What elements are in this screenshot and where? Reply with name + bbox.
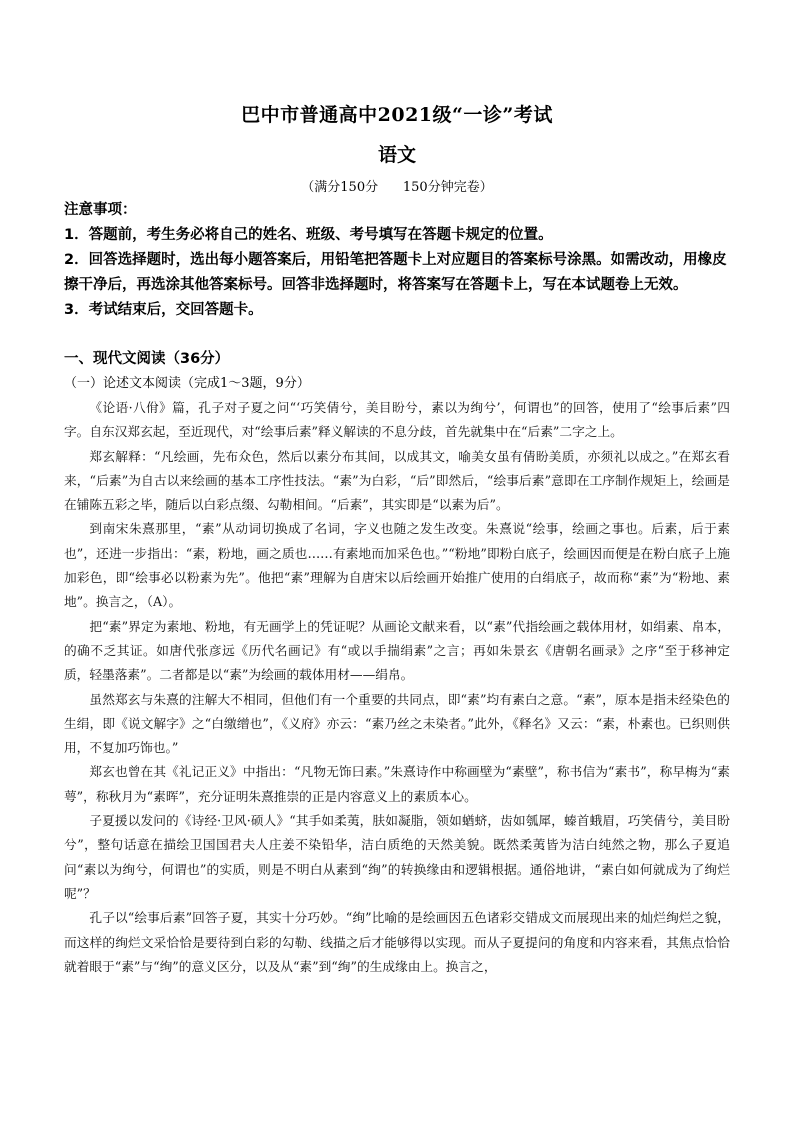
passage-paragraph: 子夏援以发问的《诗经·卫风·硕人》“其手如柔荑，肤如凝脂，领如蝤蛴，齿如瓠犀，螓首蛾眉，巧笑倩兮，美目盼兮”，整句话意在描绘卫国国君夫人庄姜不染铅华，洁白质绝的天然美貌。既然柔荑皆为洁白纯然之物，那么子夏追问“素以为绚兮，何谓也”的实质，则是不明白从素到“绚”的转换缘由和逻辑根据。通俗地讲，“素白如何就成为了绚烂呢”？ (64, 813, 730, 901)
passage-paragraph: 到南宋朱熹那里，“素”从动词切换成了名词，字义也随之发生改变。朱熹说“绘事，绘画之事也。后素，后于素也”，还进一步指出：“素，粉地，画之质也……有素地而加采色也。”“粉地”即粉白底子，绘画因而便是在粉白底子上施加彩色，即“绘事必以粉素为先”。他把“素”理解为自唐宋以后绘画开始推广使用的白绢底子，故而称“素”为“粉地、素地”。换言之，（A）。 (64, 521, 730, 610)
notice-item-2: 2．回答选择题时，选出每小题答案后，用铅笔把答题卡上对应题目的答案标号涂黑。如需改动，用橡皮擦干净后，再选涂其他答案标号。回答非选择题时，将答案写在答题卡上，写在本试题卷上无效。 (64, 252, 727, 293)
passage-paragraph: 把“素”界定为素地、粉地，有无画学上的凭证呢？从画论文献来看，以“素”代指绘画之载体用材，如绢素、帛本，的确不乏其证。如唐代张彦远《历代名画记》有“或以手揣绢素”之言；再如朱景玄《唐朝名画录》之序“至于移神定质，轻墨落素”。二者都是以“素”为绘画的载体用材——绢帛。 (64, 618, 730, 683)
passage-paragraph: 郑玄也曾在其《礼记正义》中指出：“凡物无饰曰素。”朱熹诗作中称画壁为“素壁”，称书信为“素书”，称早梅为“素萼”，称秋月为“素晖”，充分证明朱熹推崇的正是内容意义上的素质本心。 (64, 764, 730, 804)
exam-title: 巴中市普通高中2021级“一诊”考试 (241, 104, 553, 126)
notice-heading: 注意事项： (64, 202, 137, 218)
reading-passage (64, 396, 730, 979)
subsection-heading: （一）论述文本阅读（完成1～3题，9分） (64, 376, 310, 391)
passage-paragraph: 虽然郑玄与朱熹的注解大不相同，但他们有一个重要的共同点，即“素”均有素白之意。“素”，原本是指未经染色的生绢，即《说文解字》之“白缴缯也”，《义府》亦云：“素乃丝之未染者。”此外，《释名》又云：“素，朴素也。已织则供用，不复加巧饰也。” (64, 691, 730, 756)
notice-item-3: 3．考试结束后，交回答题卡。 (64, 302, 263, 318)
section-heading: 一、现代文阅读（36分） (64, 351, 230, 367)
passage-paragraph: 郑玄解释：“凡绘画，先布众色，然后以素分布其间，以成其文，喻美女虽有倩盼美质，亦须礼以成之。”在郑玄看来，“后素”为自古以来绘画的基本工序性技法。“素”为白彩，“后”即然后，“绘事后素”意即在工序制作规矩上，绘画是在铺陈五彩之毕，随后以白彩点缀、勾勒相间。“后素”，其实即是“以素为后”。 (64, 448, 730, 513)
notice-block (64, 198, 734, 323)
notice-item-1: 1．答题前，考生务必将自己的姓名、班级、考号填写在答题卡规定的位置。 (64, 227, 553, 243)
passage-paragraph: 孔子以“绘事后素”回答子夏，其实十分巧妙。“绚”比喻的是绘画因五色诸彩交错成文而展现出来的灿烂绚烂之貌，而这样的绚烂文采恰恰是要待到白彩的勾勒、线描之后才能够得以实现。而从子夏提问的角度和内容来看，其焦点恰恰就着眼于“素”与“绚”的意义区分，以及从“素”到“绚”的生成缘由上。换言之， (64, 910, 730, 974)
exam-meta: （满分150分 150分钟完卷） (301, 180, 493, 195)
passage-paragraph: 《论语·八佾》篇，孔子对子夏之问“‘巧笑倩兮，美目盼兮，素以为绚兮’，何谓也”的回答，使用了“绘事后素”四字。自东汉郑玄起，至近现代，对“绘事后素”释义解读的不息分歧，首先就集中在“后素”二字之上。 (64, 400, 730, 440)
subject-heading: 语文 (377, 144, 416, 166)
